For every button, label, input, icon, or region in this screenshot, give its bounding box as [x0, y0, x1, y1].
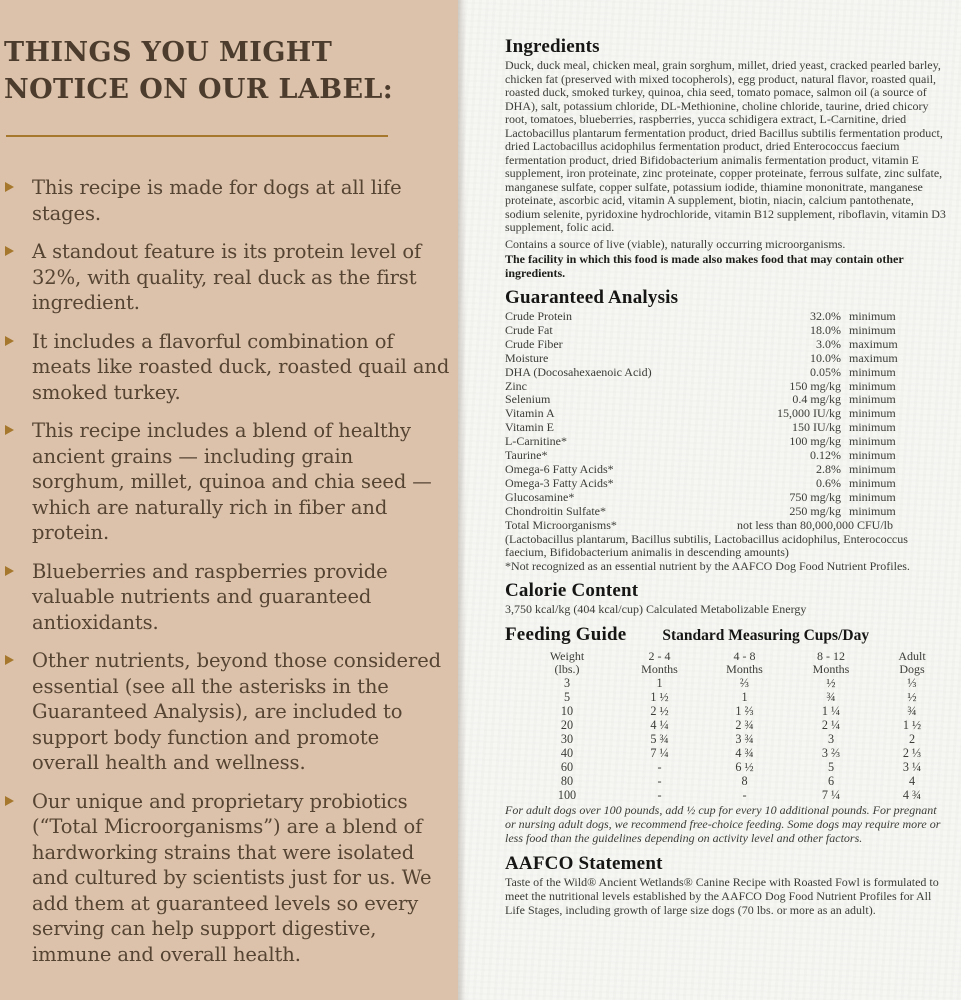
feeding-cell: - — [742, 787, 747, 802]
feeding-cell: 5 — [827, 759, 835, 774]
ga-qualifier: maximum — [849, 350, 898, 365]
feeding-col-header — [787, 650, 875, 678]
feeding-table — [517, 650, 949, 803]
feeding-cell: 5 — [563, 690, 571, 705]
ga-qualifier: minimum — [849, 364, 896, 379]
ga-row — [505, 366, 949, 380]
feeding-col-line2: Dogs — [899, 662, 925, 677]
bullet-arrow-icon — [5, 336, 14, 346]
bullet-text: A standout feature is its protein level of 32%, with quality, real duck as the first ingredient. — [32, 240, 422, 314]
ga-value: 150 IU/kg — [792, 420, 841, 435]
ga-row — [505, 519, 949, 533]
feeding-col-line1: Adult — [898, 648, 926, 663]
ga-qualifier: maximum — [849, 336, 898, 351]
feeding-col-line1: 8 - 12 — [817, 648, 845, 663]
ga-name: Total Microorganisms* — [505, 517, 617, 532]
ga-row — [505, 421, 949, 435]
feeding-cell: 2 — [908, 731, 916, 746]
feeding-cell: - — [657, 773, 662, 788]
ga-row — [505, 449, 949, 463]
ga-value: 0.12% — [810, 448, 841, 463]
ga-qualifier: minimum — [849, 475, 896, 490]
page-title-line1: THINGS YOU MIGHT — [4, 37, 333, 68]
ga-row — [505, 310, 949, 324]
feeding-col-line2: Months — [812, 662, 850, 677]
ga-name: Crude Fiber — [505, 336, 563, 351]
facility-note: The facility in which this food is made also makes food that may contain other ingredients. — [505, 252, 904, 280]
ga-name: Chondroitin Sulfate* — [505, 503, 606, 518]
feeding-cell: 7 ¼ — [821, 787, 841, 802]
feeding-cell: 2 ¼ — [821, 718, 841, 733]
ga-value: 750 mg/kg — [789, 489, 841, 504]
ga-row — [505, 352, 949, 366]
ga-qualifier: minimum — [849, 461, 896, 476]
calorie-section — [505, 580, 949, 617]
list-item — [4, 239, 450, 316]
ga-value: 250 mg/kg — [789, 503, 841, 518]
page-title-line2: NOTICE ON OUR LABEL: — [4, 74, 394, 105]
page-title — [4, 34, 450, 108]
feeding-cell: ¾ — [826, 690, 836, 705]
ga-name: Vitamin A — [505, 406, 555, 421]
bullet-text: It includes a flavorful combination of meats like roasted duck, roasted quail and smoked turkey. — [32, 329, 450, 404]
feeding-cell: 2 ½ — [650, 704, 669, 719]
feeding-note: For adult dogs over 100 pounds, add ½ cup for every 10 additional pounds. For pregnant or nursing adult dogs, we recommend free-choice feeding. Some dogs may require more or less food than the guidelines depending on activity level and other factors. — [505, 803, 941, 846]
ga-row — [505, 338, 949, 352]
aafco-section — [505, 853, 949, 918]
notice-list — [4, 175, 450, 967]
feeding-cell: 30 — [560, 731, 574, 746]
ingredients-body: Duck, duck meal, chicken meal, grain sorghum, millet, dried yeast, cracked pearled barley, chicken fat (preserved with mixed tocopherols), egg product, natural flavor, roasted quail, roasted duck, smoked turkey, quinoa, chia seed, tomato pomace, salmon oil (a source of DHA), salt, potassium chloride, DL-Methionine, choline chloride, taurine, dried chicory root, tomatoes, blueberries, raspberries, yucca schidigera extract, L-Carnitine, dried Lactobacillus plantarum fermentation product, dried Bacillus subtilis fermentation product, dried Lactobacillus acidophilus fermentation product, dried Enterococcus faecium fermentation product, dried Bifidobacterium animalis fermentation product, vitamin E supplement, iron proteinate, zinc proteinate, copper proteinate, ferrous sulfate, zinc sulfate, manganese sulfate, copper sulfate, potassium iodide, thiamine mononitrate, manganese proteinate, ascorbic acid, vitamin A supplement, biotin, niacin, calcium pantothenate, sodium selenite, pyridoxine hydrochloride, vitamin B12 supplement, riboflavin, vitamin D3 supplement, folic acid. — [505, 58, 946, 234]
feeding-cell: 80 — [560, 773, 574, 788]
ga-qualifier: minimum — [849, 489, 896, 504]
list-item — [4, 418, 450, 546]
feeding-cell: 1 ½ — [650, 690, 669, 705]
bullet-text: This recipe includes a blend of healthy ancient grains — including grain sorghum, millet, quinoa and chia seed — which are naturally rich in fiber and protein. — [32, 419, 432, 544]
feeding-col-line1: 4 - 8 — [733, 648, 756, 663]
feeding-cell: - — [657, 759, 662, 774]
calorie-body: 3,750 kcal/kg (404 kcal/cup) Calculated Metabolizable Energy — [505, 602, 807, 616]
feeding-guide-section — [505, 624, 949, 847]
list-item — [4, 175, 450, 226]
feeding-cell: 8 — [741, 773, 748, 788]
ga-value: 15,000 IU/kg — [777, 406, 841, 421]
ga-name: DHA (Docosahexaenoic Acid) — [505, 364, 652, 379]
ga-qualifier: minimum — [849, 378, 896, 393]
feeding-cell: 1 ½ — [902, 718, 922, 733]
ga-value: 100 mg/kg — [789, 434, 841, 449]
ga-value: 0.6% — [816, 475, 841, 490]
ingredients-heading: Ingredients — [505, 36, 600, 57]
bullet-text: Blueberries and raspberries provide valuable nutrients and guaranteed antioxidants. — [32, 559, 388, 634]
feeding-cell: 6 ½ — [735, 759, 754, 774]
feeding-cell: 2 ⅓ — [902, 745, 922, 760]
ga-name: Zinc — [505, 378, 527, 393]
ga-name: Omega-3 Fatty Acids* — [505, 475, 614, 490]
ga-row — [505, 477, 949, 491]
left-panel — [0, 0, 458, 1000]
bullet-arrow-icon — [5, 566, 14, 576]
feeding-cell: 5 ¾ — [650, 731, 669, 746]
feeding-cell: ½ — [907, 690, 917, 705]
ga-row — [505, 505, 949, 519]
ga-name: Selenium — [505, 392, 551, 407]
feeding-cell: 2 ¾ — [735, 718, 754, 733]
feeding-cell: 3 ¼ — [902, 759, 922, 774]
feeding-cell: 3 — [563, 676, 571, 691]
feeding-col-line2: Months — [726, 662, 763, 677]
ga-name: Moisture — [505, 350, 549, 365]
ga-row — [505, 393, 949, 407]
ga-name: Glucosamine* — [505, 489, 575, 504]
feeding-col-line1: Weight — [549, 648, 585, 663]
ga-qualifier: minimum — [849, 503, 896, 518]
list-item — [4, 789, 450, 968]
ga-value: 0.4 mg/kg — [792, 392, 841, 407]
feeding-cell: 6 — [827, 773, 835, 788]
ga-qualifier: minimum — [849, 309, 896, 323]
feeding-cell: 3 ⅔ — [821, 745, 841, 760]
feeding-guide-header-row — [505, 624, 949, 647]
bullet-arrow-icon — [5, 655, 14, 665]
ga-row — [505, 435, 949, 449]
feeding-col-line2: (lbs.) — [554, 662, 580, 677]
bullet-text: Our unique and proprietary probiotics (“Total Microorganisms”) are a blend of hardworking strains that were isolated and cultured by scientists just for us. We add them at guaranteed levels so every serving can help support digestive, immune and overall health. — [32, 789, 432, 966]
contains-note: Contains a source of live (viable), naturally occurring microorganisms. — [505, 236, 846, 251]
feeding-cell: 1 ¼ — [821, 704, 841, 719]
bullet-arrow-icon — [5, 246, 14, 256]
ga-row — [505, 491, 949, 505]
feeding-cell: 4 ¾ — [735, 745, 754, 760]
ga-value: 0.05% — [810, 364, 841, 379]
ga-qualifier: minimum — [849, 392, 896, 407]
feeding-cell: 1 ⅔ — [735, 704, 754, 719]
bullet-arrow-icon — [5, 425, 14, 435]
guaranteed-analysis-section — [505, 287, 949, 573]
feeding-cell: 1 — [741, 690, 748, 705]
list-item — [4, 648, 450, 776]
feeding-col-header — [702, 650, 787, 678]
list-item — [4, 329, 450, 406]
bullet-arrow-icon — [5, 182, 14, 192]
feeding-cell: 4 ¼ — [650, 718, 669, 733]
ga-qualifier: minimum — [849, 420, 896, 435]
ga-row — [505, 407, 949, 421]
feeding-guide-subheading: Standard Measuring Cups/Day — [662, 626, 870, 644]
feeding-cell: 7 ¼ — [650, 745, 669, 760]
ga-row — [505, 380, 949, 394]
ga-qualifier: minimum — [849, 322, 896, 337]
aafco-body: Taste of the Wild® Ancient Wetlands® Canine Recipe with Roasted Fowl is formulated to meet the nutritional levels established by the AAFCO Dog Food Nutrient Profiles for All Life Stages, including growth of large size dogs (70 lbs. or more as an adult). — [505, 875, 939, 917]
ga-name: Crude Protein — [505, 309, 572, 323]
ga-row — [505, 463, 949, 477]
list-item — [4, 559, 450, 636]
guaranteed-analysis-table — [505, 310, 949, 533]
ga-qualifier: minimum — [849, 406, 896, 421]
bullet-arrow-icon — [5, 796, 14, 806]
asterisk-note: *Not recognized as an essential nutrient by the AAFCO Dog Food Nutrient Profiles. — [505, 558, 910, 573]
feeding-col-header — [617, 650, 702, 678]
feeding-cell: 20 — [560, 718, 574, 733]
feeding-cell: 3 ¾ — [735, 731, 754, 746]
ga-qualifier: minimum — [849, 434, 896, 449]
title-divider — [6, 135, 388, 137]
ga-value: 32.0% — [810, 309, 841, 323]
feeding-cell: ⅓ — [907, 676, 917, 691]
feeding-cell: 10 — [560, 704, 574, 719]
ingredients-section — [505, 36, 949, 280]
ga-value: 18.0% — [810, 322, 841, 337]
feeding-cell: 4 — [908, 773, 916, 788]
feeding-cell: - — [657, 787, 662, 802]
feeding-cell: 1 — [656, 676, 663, 691]
bullet-text: This recipe is made for dogs at all life stages. — [32, 176, 402, 225]
feeding-cell: 100 — [557, 787, 577, 802]
feeding-cell: ¾ — [907, 704, 917, 719]
feeding-cell: ⅔ — [739, 676, 750, 691]
bullet-text: Other nutrients, beyond those considered essential (see all the asterisks in the Guaranteed Analysis), are included to support body function and promote overall health and wellness. — [32, 649, 442, 774]
ga-name: Taurine* — [505, 448, 548, 463]
feeding-col-header — [517, 650, 617, 678]
guaranteed-analysis-heading: Guaranteed Analysis — [505, 287, 679, 308]
feeding-guide-heading: Feeding Guide — [505, 623, 627, 645]
feeding-col-line2: Months — [641, 662, 678, 677]
feeding-cell: 40 — [560, 745, 574, 760]
ga-value: 10.0% — [810, 350, 841, 365]
ga-value: not less than 80,000,000 CFU/lb — [736, 517, 893, 532]
feeding-cell: 4 ¾ — [902, 787, 922, 802]
calorie-heading: Calorie Content — [505, 580, 639, 601]
feeding-col-line1: 2 - 4 — [648, 648, 671, 663]
ga-name: Crude Fat — [505, 322, 553, 337]
ga-row — [505, 324, 949, 338]
aafco-heading: AAFCO Statement — [505, 853, 663, 875]
feeding-cell: ½ — [826, 676, 836, 691]
ga-name: L-Carnitine* — [505, 434, 567, 449]
feeding-cell: 60 — [560, 759, 574, 774]
ga-name: Omega-6 Fatty Acids* — [505, 461, 614, 476]
ga-value: 3.0% — [816, 336, 841, 351]
ga-value: 2.8% — [816, 461, 841, 476]
ga-value: 150 mg/kg — [789, 378, 841, 393]
feeding-cell: 3 — [827, 731, 835, 746]
ga-qualifier: minimum — [849, 448, 896, 463]
ga-name: Vitamin E — [505, 420, 554, 435]
right-panel — [458, 0, 961, 1000]
feeding-col-header — [875, 650, 949, 678]
microorganisms-detail: (Lactobacillus plantarum, Bacillus subtilis, Lactobacillus acidophilus, Enterococcus faecium, Bifidobacterium animalis in descending amounts) — [505, 531, 908, 559]
